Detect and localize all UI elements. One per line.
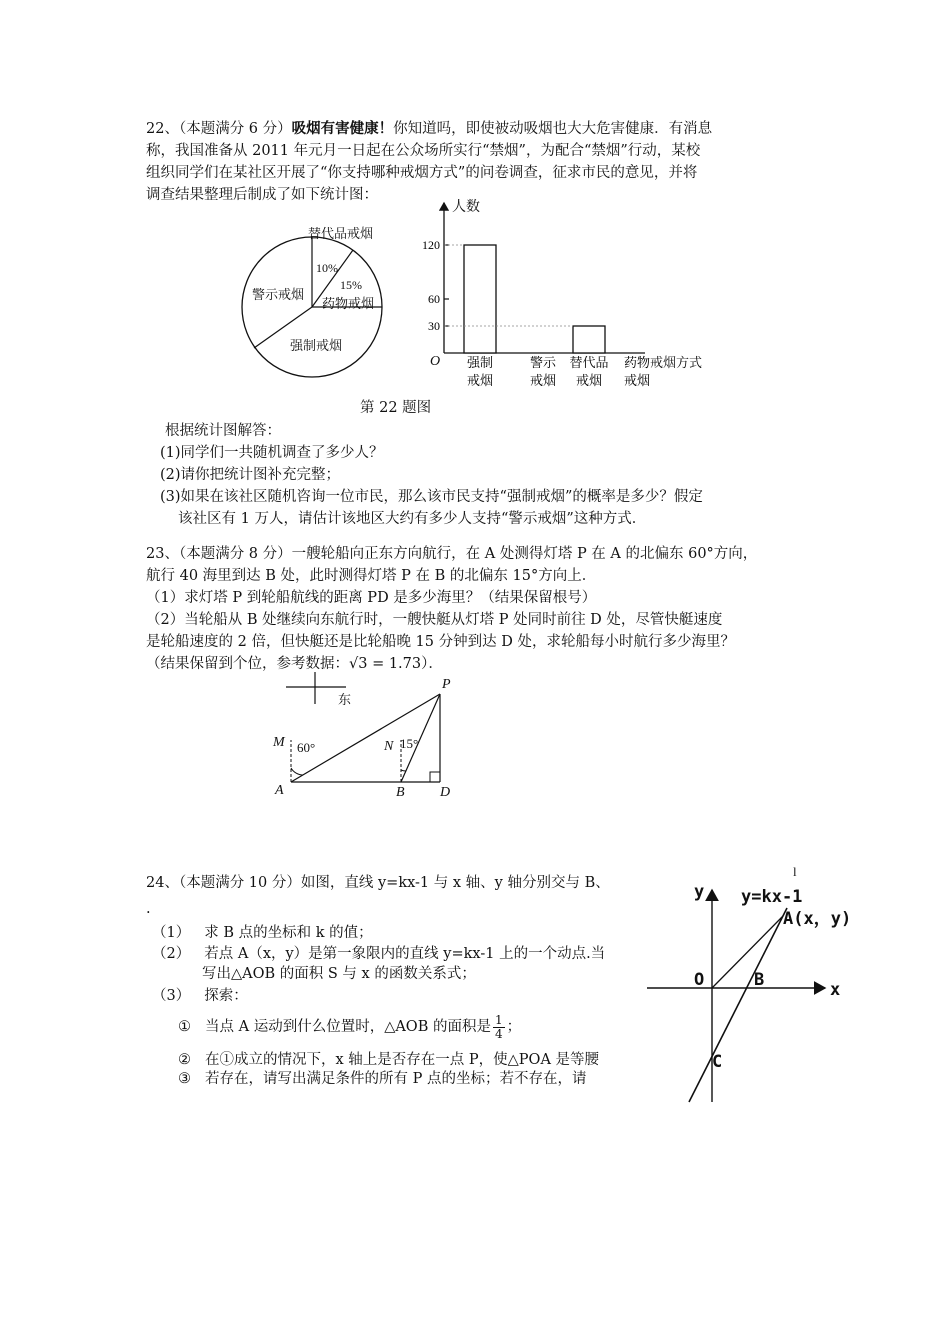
q24-segment-OA [712,916,783,988]
bar-ticks [422,238,449,333]
q23-sqrt-ref: √3 = 1.73 [349,656,422,672]
q24-point-C: C [712,1052,723,1072]
q24-sub2-num: ② [178,1052,191,1068]
pie-label-warning: 警示戒烟 [252,288,305,303]
q24-sub3-num: ③ [178,1071,191,1087]
q22-q2: (2)请你把统计图补充完整； [160,467,341,483]
label-M: M [273,735,285,750]
category-label: 戒烟 [623,374,651,389]
compass-east-label: 东 [338,693,352,708]
q24-point-B: B [754,970,765,990]
q22-line3: 组织同学们在某社区开展了“你支持哪种戒烟方式”的问卷调查，征求市民的意见，并将 [146,165,698,181]
category-label: 替代品 [569,356,609,371]
q24-line1: 24、（本题满分 10 分）如图，直线 y=kx-1 与 x 轴、y 轴分别交与 B、 [146,875,610,891]
q22-bold-title: 吸烟有害健康！ [291,120,394,137]
category-label: 强制 [466,356,494,371]
bar-xlabel: 戒烟方式 [650,356,703,371]
q24-point-A: A(x，y) [783,909,852,929]
q24-top-mark: l [793,864,797,879]
q24-point-O: O [694,970,705,990]
label-B: B [396,785,405,800]
q22-caption: 第 22 题图 [360,400,432,416]
q22-number: 22、（本题满分 6 分） [146,121,292,137]
category-label: 戒烟 [466,374,494,389]
q23-line6-post: ）． [421,656,443,672]
q24-sub2-text: 在①成立的情况下，x 轴上是否存在一点 P，使△POA 是等腰 [205,1052,600,1068]
bar-0 [464,245,496,353]
pie-slice-10: 10% [316,261,338,275]
q24-part2-text-a: 若点 A（x，y）是第一象限内的直线 y=kx-1 上的一个动点.当 [204,946,606,962]
q24-y-label: y [694,882,705,902]
q23-line5: 是轮船速度的 2 倍，但快艇还是比轮船晚 15 分钟到达 D 处，求轮船每小时航行多少海里？ [146,634,735,650]
angle-arc-60 [291,768,303,775]
category-label: 药物 [623,356,651,371]
fraction-numerator: 1 [494,1012,503,1027]
category-label: 警示 [529,356,557,371]
pie-label-forced: 强制戒烟 [290,339,343,354]
y-tick-label: 120 [422,238,440,252]
q24-dot: . [146,901,151,917]
bar-category-labels [467,355,650,389]
q24-equation: y=kx-1 [741,887,803,907]
q22-prompt: 根据统计图解答： [165,423,281,439]
q23-line4: （2）当轮船从 B 处继续向东航行时，一艘快艇从灯塔 P 处同时前往 D 处，尽管快艇速度 [146,612,723,628]
pie-label-drug: 药物戒烟 [322,297,375,312]
fraction-denominator: 4 [494,1026,503,1041]
q22-line1 [146,118,712,140]
q24-part1 [152,922,373,944]
q24-part1-num: （1） [152,925,191,941]
pie-slice-15: 15% [340,278,362,292]
right-angle-mark [430,772,440,782]
angle-arc-15 [401,770,406,771]
label-P: P [442,677,451,692]
q24-line-y-kx-1 [689,908,787,1102]
q24-part3-num: （3） [152,988,191,1004]
q22-q1: (1)同学们一共随机调查了多少人？ [160,445,384,461]
label-N: N [384,739,394,754]
y-tick-label: 30 [428,319,440,333]
q24-sub3 [178,1068,646,1090]
category-label: 戒烟 [575,374,603,389]
q23-line1: 23、（本题满分 8 分）一艘轮船向正东方向航行，在 A 处测得灯塔 P 在 A 的北偏东 60°方向， [146,546,758,562]
q22-bar-chart [420,195,720,395]
q24-part3 [152,985,248,1007]
q23-line3: （1）求灯塔 P 到轮船航线的距离 PD 是多少海里？（结果保留根号） [146,590,597,606]
label-D: D [440,785,451,800]
q22-pie-chart [230,215,400,385]
q22-line4: 调查结果整理后制成了如下统计图： [146,187,378,203]
y-tick-label: 60 [428,292,440,306]
q24-sub1 [178,1012,521,1042]
category-label: 戒烟 [529,374,557,389]
bar-2 [573,326,605,353]
q24-part2 [152,943,605,965]
bar-origin: O [430,354,441,369]
q23-line6-pre: （结果保留到个位，参考数据： [146,656,349,672]
q24-sub3-text: 若存在，请写出满足条件的所有 P 点的坐标；若不存在，请 [205,1071,587,1087]
label-A: A [275,783,284,798]
angle-15-label: 15° [400,736,419,751]
q24-part3-text: 探索： [204,988,248,1004]
q24-part1-text: 求 B 点的坐标和 k 的值； [204,925,373,941]
bar-ylabel: 人数 [452,199,480,215]
q23-line2: 航行 40 海里到达 B 处，此时测得灯塔 P 在 B 的北偏东 15°方向上． [146,568,597,584]
q24-figure [645,860,870,1110]
q22-q3a: (3)如果在该社区随机咨询一位市民，那么该市民支持“强制戒烟”的概率是多少？假定 [160,489,703,505]
q24-part2-num: （2） [152,946,191,962]
pie-label-substitute: 替代品戒烟 [308,227,374,242]
q24-part2b: 写出△AOB 的面积 S 与 x 的函数关系式； [202,966,476,982]
q22-q3b: 该社区有 1 万人，请估计该地区大约有多少人支持“警示戒烟”这种方式． [178,511,647,527]
q24-x-label: x [830,980,841,1000]
q22-line1-rest: 你知道吗，即使被动吸烟也大大危害健康．有消息 [393,121,713,137]
fraction-one-quarter [493,1014,505,1041]
q23-figure [270,672,470,807]
q24-sub1-post: ； [506,1019,522,1035]
q24-sub1-num: ① [178,1019,191,1035]
angle-60-label: 60° [297,740,316,755]
bar-marks [444,245,605,353]
q22-line2: 称，我国准备从 2011 年元月一日起在公众场所实行“禁烟”，为配合“禁烟”行动，某校 [146,143,701,159]
q24-sub1-pre: 当点 A 运动到什么位置时，△AOB 的面积是 [205,1019,491,1035]
